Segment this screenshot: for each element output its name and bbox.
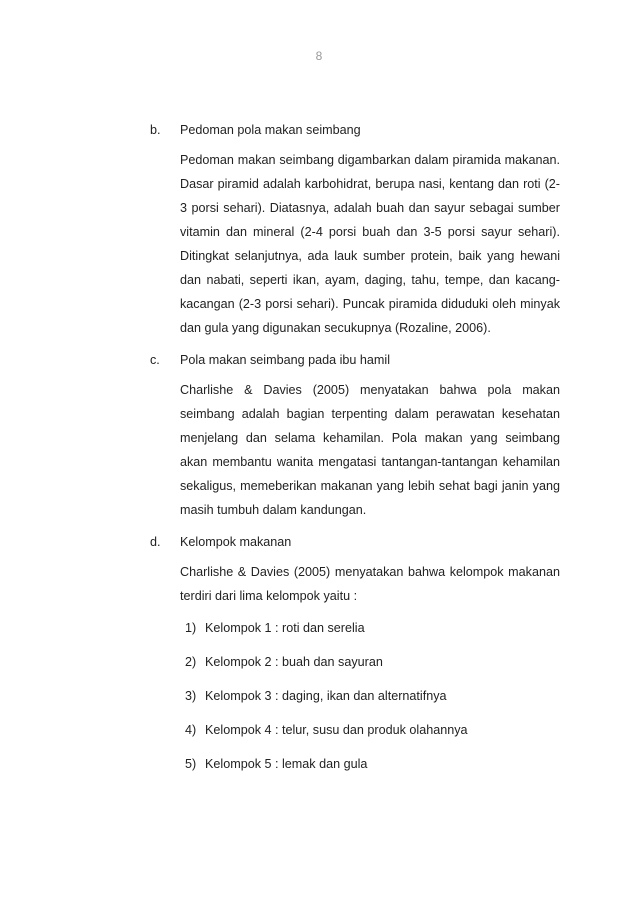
section-heading	[150, 532, 560, 552]
list-item-number: 1)	[185, 621, 197, 635]
section-title: Pedoman pola makan seimbang	[180, 123, 361, 137]
list-item	[185, 686, 560, 706]
section-heading	[150, 120, 560, 140]
list-item-text: Kelompok 5 : lemak dan gula	[205, 757, 368, 771]
list-item-text: Kelompok 3 : daging, ikan dan alternatifnya	[205, 689, 447, 703]
list-item	[185, 720, 560, 740]
section-c	[150, 350, 560, 522]
list-item-number: 3)	[185, 689, 197, 703]
section-paragraph: Charlishe & Davies (2005) menyatakan bahwa kelompok makanan terdiri dari lima kelompok yaitu :	[180, 565, 560, 603]
list-item-number: 2)	[185, 655, 197, 669]
list-item	[185, 754, 560, 774]
list-item-number: 4)	[185, 723, 197, 737]
list-item-number: 5)	[185, 757, 197, 771]
section-paragraph: Charlishe & Davies (2005) menyatakan bahwa pola makan seimbang adalah bagian terpenting dalam perawatan kesehatan menjelang dan selama kehamilan. Pola makan yang seimbang akan membantu wanita mengatasi tantangan-tantangan kehamilan sekaligus, memeberikan makanan yang lebih sehat bagi janin yang masih tumbuh dalam kandungan.	[180, 383, 560, 517]
section-heading	[150, 350, 560, 370]
section-letter: d.	[150, 535, 161, 549]
section-d	[150, 532, 560, 774]
section-letter: b.	[150, 123, 161, 137]
list-item-text: Kelompok 1 : roti dan serelia	[205, 621, 365, 635]
list-item	[185, 652, 560, 672]
list-item	[185, 618, 560, 638]
section-title: Pola makan seimbang pada ibu hamil	[180, 353, 391, 367]
section-letter: c.	[150, 353, 160, 367]
section-title: Kelompok makanan	[180, 535, 292, 549]
section-b	[150, 120, 560, 340]
list-item-text: Kelompok 2 : buah dan sayuran	[205, 655, 383, 669]
food-group-list	[185, 618, 560, 774]
section-paragraph: Pedoman makan seimbang digambarkan dalam piramida makanan. Dasar piramid adalah karbohidrat, berupa nasi, kentang dan roti (2-3 porsi sehari). Diatasnya, adalah buah dan sayur sebagai sumber vitamin dan mineral (2-4 porsi buah dan 3-5 porsi sayur sehari). Ditingkat selanjutnya, ada lauk sumber protein, baik yang hewani dan nabati, seperti ikan, ayam, daging, tahu, tempe, dan kacang-kacangan (2-3 porsi sehari). Puncak piramida diduduki oleh minyak dan gula yang digunakan secukupnya (Rozaline, 2006).	[180, 153, 560, 335]
list-item-text: Kelompok 4 : telur, susu dan produk olahannya	[205, 723, 468, 737]
document-body	[150, 120, 560, 788]
page-number: 8	[315, 49, 323, 63]
